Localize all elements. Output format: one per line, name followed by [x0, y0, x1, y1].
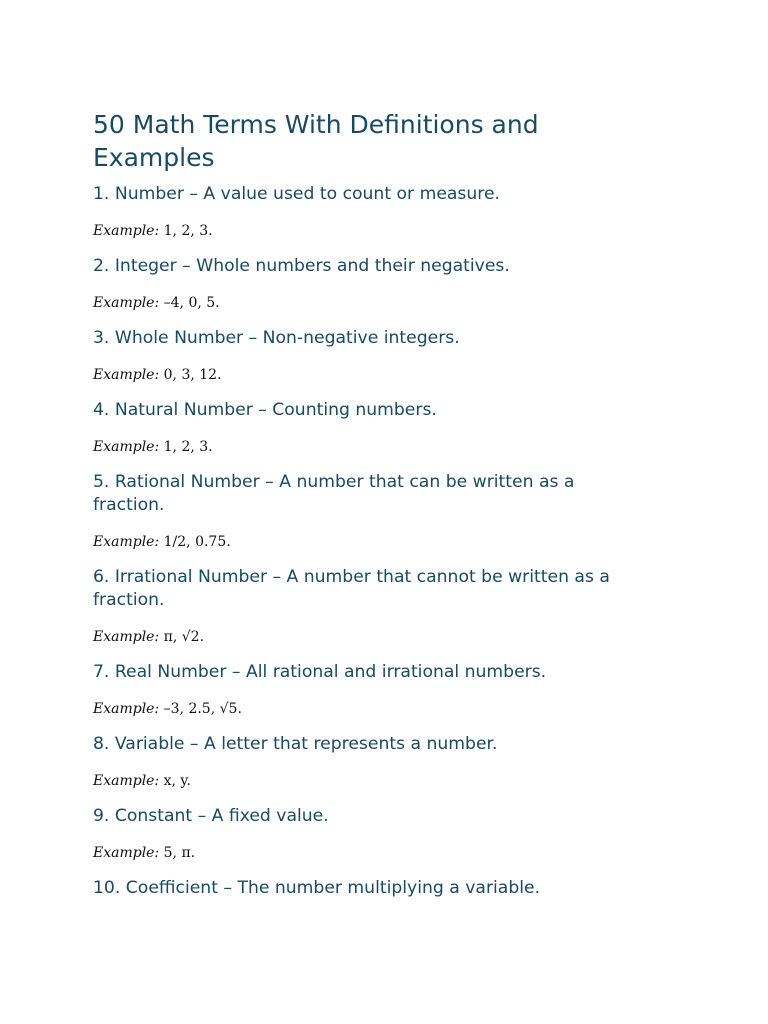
term-item: [93, 183, 648, 240]
example-label: Example:: [93, 439, 160, 455]
example-label: Example:: [93, 629, 160, 645]
term-heading: 2. Integer – Whole numbers and their negatives.: [93, 256, 510, 276]
term-item: [93, 733, 648, 790]
term-heading: 6. Irrational Number – A number that cannot be written as a fraction.: [93, 567, 610, 610]
term-example: [93, 222, 648, 240]
example-label: Example:: [93, 845, 160, 861]
term-item: [93, 327, 648, 384]
example-label: Example:: [93, 534, 160, 550]
term-heading: 1. Number – A value used to count or measure.: [93, 184, 500, 204]
term-example: [93, 294, 648, 312]
term-item: [93, 566, 648, 646]
term-heading: 9. Constant – A fixed value.: [93, 806, 329, 826]
term-heading: 4. Natural Number – Counting numbers.: [93, 400, 437, 420]
term-item: [93, 255, 648, 312]
example-value: 1, 2, 3.: [159, 439, 213, 455]
example-value: 0, 3, 12.: [159, 367, 222, 383]
term-item: [93, 399, 648, 456]
page-title: 50 Math Terms With Definitions and Examples: [93, 110, 539, 172]
term-item: [93, 805, 648, 862]
term-heading: 5. Rational Number – A number that can be written as a fraction.: [93, 472, 575, 515]
example-label: Example:: [93, 295, 160, 311]
example-value: 1, 2, 3.: [159, 223, 213, 239]
example-value: x, y.: [159, 773, 191, 789]
term-example: [93, 700, 648, 718]
example-value: 1/2, 0.75.: [159, 534, 231, 550]
example-value: π, √2.: [159, 629, 205, 645]
term-example: [93, 533, 648, 551]
example-label: Example:: [93, 223, 160, 239]
term-example: [93, 366, 648, 384]
example-label: Example:: [93, 773, 160, 789]
term-item: [93, 661, 648, 718]
term-example: [93, 628, 648, 646]
example-label: Example:: [93, 701, 160, 717]
term-heading: 10. Coefficient – The number multiplying a variable.: [93, 878, 541, 898]
term-example: [93, 438, 648, 456]
example-label: Example:: [93, 367, 160, 383]
term-heading: 3. Whole Number – Non-negative integers.: [93, 328, 460, 348]
term-heading: 8. Variable – A letter that represents a number.: [93, 734, 498, 754]
example-value: –4, 0, 5.: [159, 295, 220, 311]
term-item: [93, 877, 648, 900]
term-example: [93, 844, 648, 862]
example-value: –3, 2.5, √5.: [159, 701, 242, 717]
example-value: 5, π.: [159, 845, 196, 861]
term-example: [93, 772, 648, 790]
term-item: [93, 471, 648, 551]
term-heading: 7. Real Number – All rational and irrational numbers.: [93, 662, 547, 682]
